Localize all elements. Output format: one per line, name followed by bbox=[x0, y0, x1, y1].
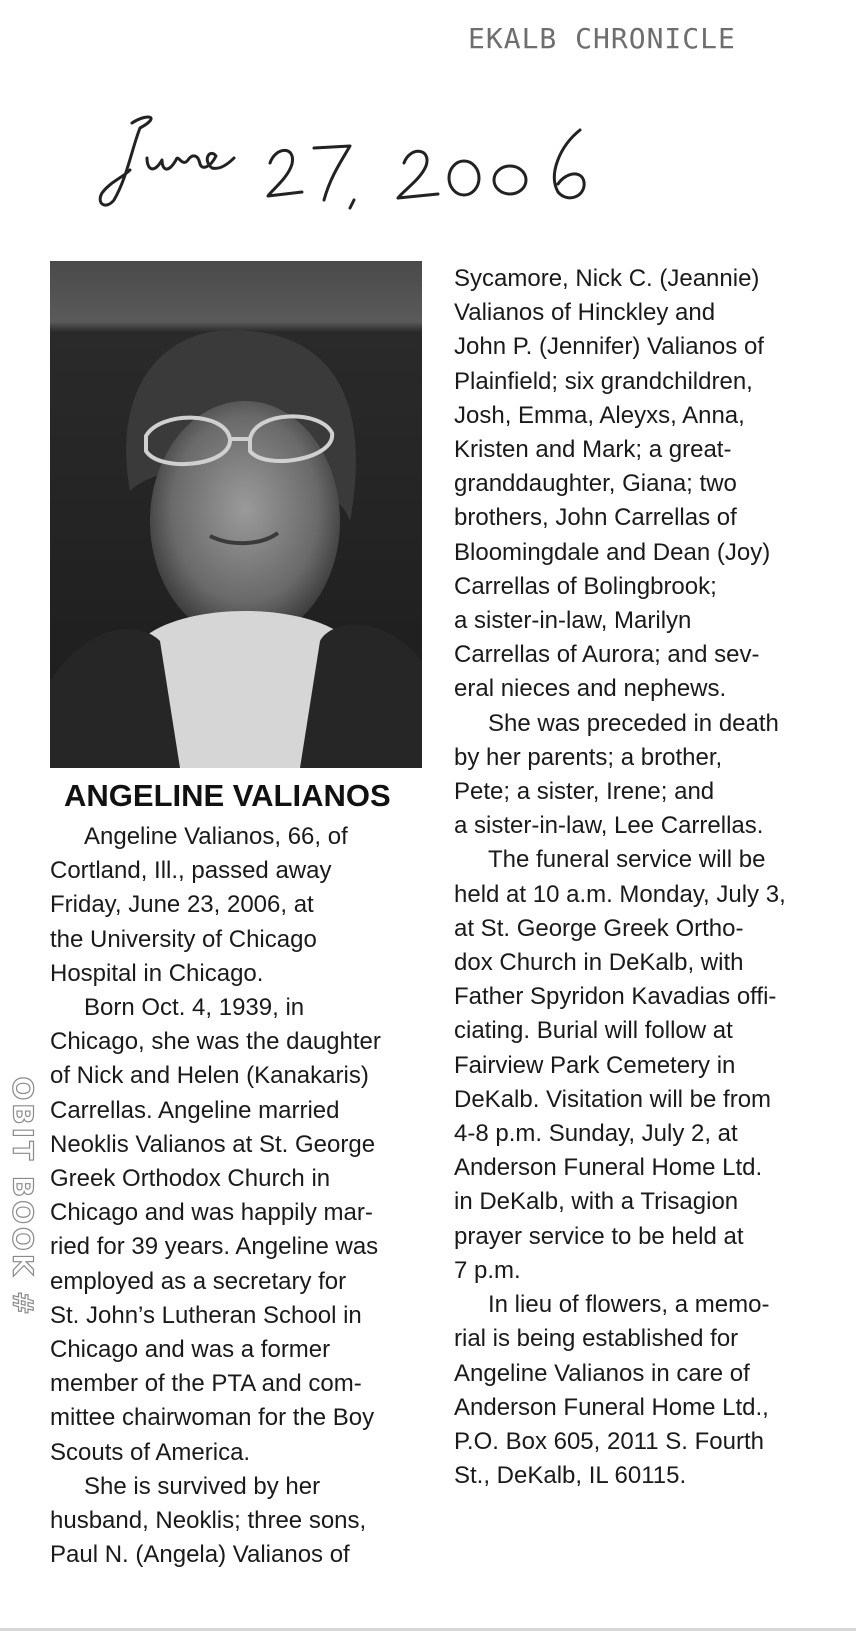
text-line: held at 10 a.m. Monday, July 3, bbox=[454, 880, 786, 908]
text-line: at St. George Greek Ortho- bbox=[454, 914, 744, 942]
text-line: Cortland, Ill., passed away bbox=[50, 857, 332, 885]
headline: ANGELINE VALIANOS bbox=[64, 778, 391, 813]
text-line: DeKalb. Visitation will be from bbox=[454, 1085, 772, 1113]
text-line: Neoklis Valianos at St. George bbox=[50, 1130, 376, 1158]
text-line: Plainfield; six grandchildren, bbox=[454, 367, 753, 395]
text-line: Angeline Valianos, 66, of bbox=[84, 823, 348, 850]
text-line: Friday, June 23, 2006, at bbox=[50, 891, 314, 919]
text-line: ciating. Burial will follow at bbox=[454, 1017, 733, 1045]
text-line: 7 p.m. bbox=[454, 1256, 521, 1284]
text-line: Fairview Park Cemetery in bbox=[454, 1051, 736, 1079]
text-line: John P. (Jennifer) Valianos of bbox=[454, 333, 764, 361]
text-line: the University of Chicago bbox=[50, 925, 317, 953]
text-line: Chicago and was happily mar- bbox=[50, 1199, 373, 1227]
text-line: Scouts of America. bbox=[50, 1438, 251, 1466]
text-line: eral nieces and nephews. bbox=[454, 675, 727, 703]
text-line: St. John’s Lutheran School in bbox=[50, 1301, 362, 1329]
text-line: in DeKalb, with a Trisagion bbox=[454, 1188, 739, 1216]
text-line: Born Oct. 4, 1939, in bbox=[84, 994, 305, 1022]
text-line: Valianos of Hinckley and bbox=[454, 299, 716, 327]
text-line: She is survived by her bbox=[84, 1472, 321, 1500]
text-line: by her parents; a brother, bbox=[454, 743, 723, 771]
text-line: Paul N. (Angela) Valianos of bbox=[50, 1541, 350, 1569]
text-line: a sister-in-law, Lee Carrellas. bbox=[454, 812, 764, 840]
text-line: brothers, John Carrellas of bbox=[454, 504, 737, 532]
text-line: a sister-in-law, Marilyn bbox=[454, 607, 692, 635]
text-line: Pete; a sister, Irene; and bbox=[454, 778, 715, 806]
text-line: Hospital in Chicago. bbox=[50, 959, 264, 987]
text-line: Bloomingdale and Dean (Joy) bbox=[454, 538, 771, 566]
text-line: member of the PTA and com- bbox=[50, 1370, 362, 1398]
text-line: St., DeKalb, IL 60115. bbox=[454, 1462, 687, 1490]
text-line: Chicago, she was the daughter bbox=[50, 1028, 381, 1056]
text-line: granddaughter, Giana; two bbox=[454, 470, 737, 498]
text-line: husband, Neoklis; three sons, bbox=[50, 1507, 367, 1535]
text-line: In lieu of flowers, a memo- bbox=[488, 1291, 770, 1319]
text-line: prayer service to be held at bbox=[454, 1222, 744, 1250]
text-line: Anderson Funeral Home Ltd. bbox=[454, 1154, 763, 1182]
text-line: Sycamore, Nick C. (Jeannie) bbox=[454, 265, 760, 292]
text-line: of Nick and Helen (Kanakaris) bbox=[50, 1062, 369, 1090]
text-line: Anderson Funeral Home Ltd., bbox=[454, 1393, 769, 1421]
text-line: She was preceded in death bbox=[488, 709, 779, 737]
text-line: The funeral service will be bbox=[488, 846, 766, 874]
text-line: Carrellas of Aurora; and sev- bbox=[454, 641, 760, 669]
text-line: 4-8 p.m. Sunday, July 2, at bbox=[454, 1120, 738, 1148]
text-line: dox Church in DeKalb, with bbox=[454, 949, 744, 977]
portrait-photo bbox=[50, 261, 422, 768]
obituary-column-right bbox=[454, 262, 834, 1493]
side-stamp-text: OBIT BOOK # bbox=[6, 1076, 40, 1318]
text-line: ried for 39 years. Angeline was bbox=[50, 1233, 379, 1261]
text-line: mittee chairwoman for the Boy bbox=[50, 1404, 375, 1432]
text-line: rial is being established for bbox=[454, 1325, 739, 1353]
text-line: Greek Orthodox Church in bbox=[50, 1165, 331, 1193]
text-line: Father Spyridon Kavadias offi- bbox=[454, 983, 777, 1011]
text-line: Carrellas. Angeline married bbox=[50, 1096, 340, 1124]
text-line: Carrellas of Bolingbrook; bbox=[454, 572, 717, 600]
text-line: Chicago and was a former bbox=[50, 1336, 331, 1364]
newspaper-stamp: EKALB CHRONICLE bbox=[468, 22, 736, 55]
handwritten-date bbox=[92, 108, 652, 218]
text-line: employed as a secretary for bbox=[50, 1267, 347, 1295]
side-stamp bbox=[3, 1065, 43, 1318]
text-line: Josh, Emma, Aleyxs, Anna, bbox=[454, 401, 745, 429]
text-line: Kristen and Mark; a great- bbox=[454, 436, 732, 464]
text-line: P.O. Box 605, 2011 S. Fourth bbox=[454, 1427, 764, 1455]
text-line: Angeline Valianos in care of bbox=[454, 1359, 750, 1387]
obituary-column-left bbox=[50, 820, 430, 1572]
